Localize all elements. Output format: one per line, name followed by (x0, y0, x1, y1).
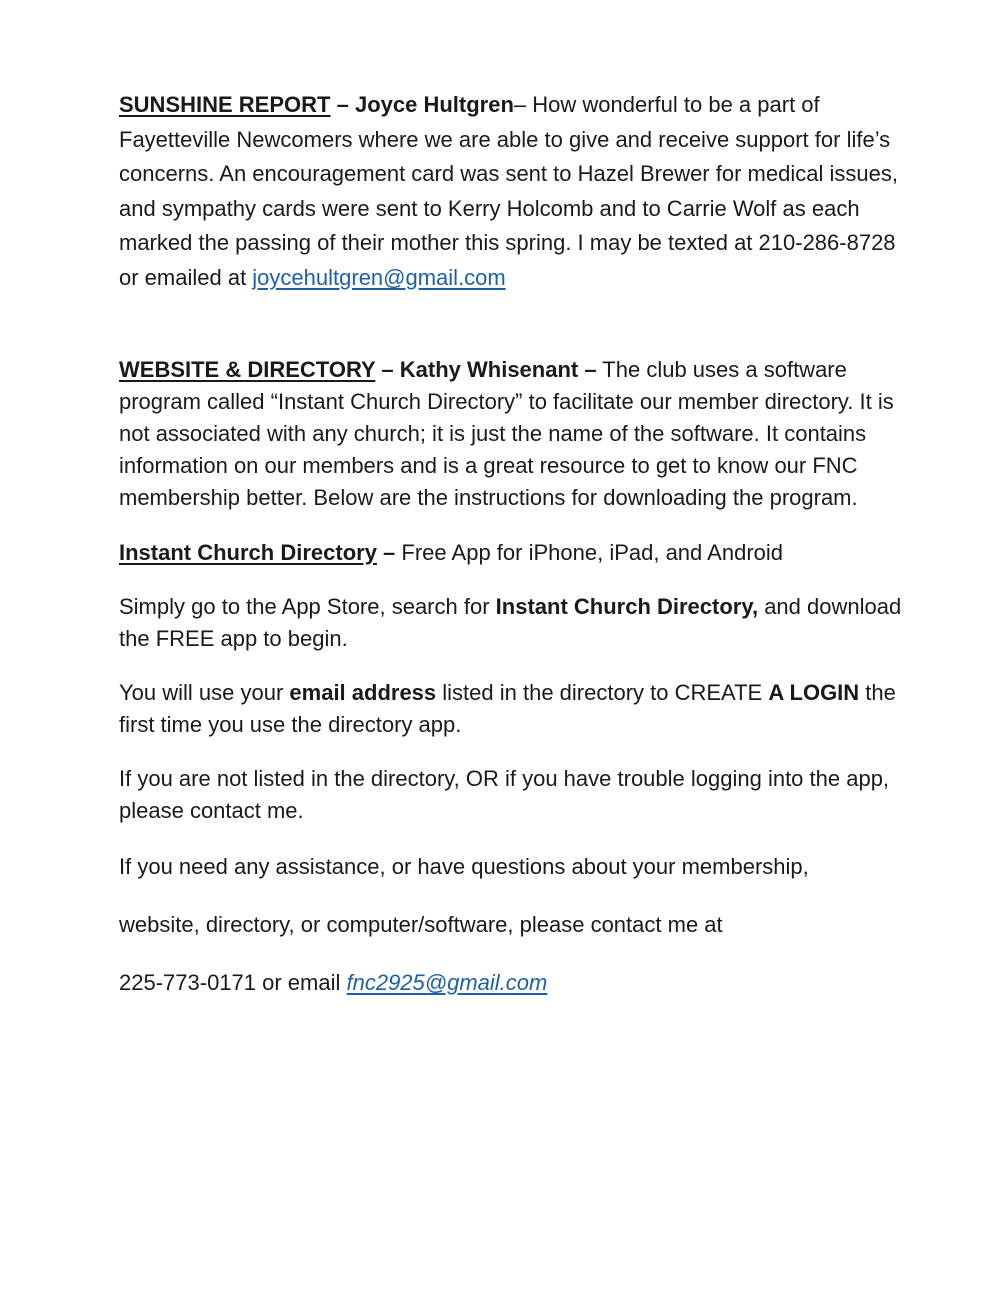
website-person: Kathy Whisenant – (399, 356, 597, 382)
app-line-paragraph (119, 537, 919, 569)
assistance-line-1: If you need any assistance, or have questions about your membership, (119, 853, 809, 879)
sunshine-dash: – (330, 92, 355, 117)
login-line-bold-email: email address (289, 679, 437, 705)
sunshine-dash-2: – (513, 92, 527, 117)
app-line-dash: – (376, 539, 396, 565)
section-spacer (119, 296, 919, 354)
assistance-line-2: website, directory, or computer/software, please contact me at (119, 911, 723, 937)
not-listed-paragraph: If you are not listed in the directory, OR if you have trouble logging into the app, please contact me. (119, 765, 890, 823)
login-line-mid: listed in the directory to CREATE (436, 679, 769, 705)
website-paragraph (119, 354, 919, 514)
store-line-post: and download the FREE app to begin. (119, 593, 902, 651)
sunshine-person: Joyce Hultgren (354, 92, 514, 117)
app-line-heading: Instant Church Directory (119, 539, 377, 565)
sunshine-paragraph (119, 88, 919, 296)
assistance-line-3-pre: 225-773-0171 or email (119, 969, 347, 995)
website-directory-section (119, 354, 919, 827)
assistance-line-3 (119, 965, 919, 1001)
login-line-pre: You will use your (119, 679, 290, 705)
sunshine-heading: SUNSHINE REPORT (119, 92, 331, 117)
login-line-bold-login: A LOGIN (768, 679, 860, 705)
store-line-bold: Instant Church Directory, (495, 593, 759, 619)
store-line-pre: Simply go to the App Store, search for (119, 593, 496, 619)
sunshine-report-section (119, 88, 919, 296)
login-line-paragraph (119, 677, 919, 741)
website-heading: WEBSITE & DIRECTORY (119, 356, 376, 382)
sunshine-body: How wonderful to be a part of Fayetteville Newcomers where we are able to give and receive support for life’s concerns. An encouragement card was sent to Hazel Brewer for medical issues, and sympathy cards were sent to Kerry Holcomb and to Carrie Wolf as each marked the passing of their mother this spring. I may be texted at 210-286-8728 or emailed at (119, 92, 898, 290)
document-page (119, 88, 919, 1023)
app-line-text: Free App for iPhone, iPad, and Android (395, 539, 784, 565)
assistance-email-link[interactable]: fnc2925@gmail.com (346, 969, 548, 995)
store-line-paragraph (119, 591, 919, 655)
website-body: The club uses a software program called “Instant Church Directory” to facilitate our member directory. It is not associated with any church; it is just the name of the software. It contains information on our members and is a great resource to get to know our FNC membership better. Below are the instructions for downloading the program. (119, 356, 894, 510)
website-dash: – (375, 356, 400, 382)
assistance-section (119, 849, 919, 1001)
login-line-post: the first time you use the directory app. (119, 679, 896, 737)
sunshine-email-link[interactable]: joycehultgren@gmail.com (252, 264, 506, 290)
